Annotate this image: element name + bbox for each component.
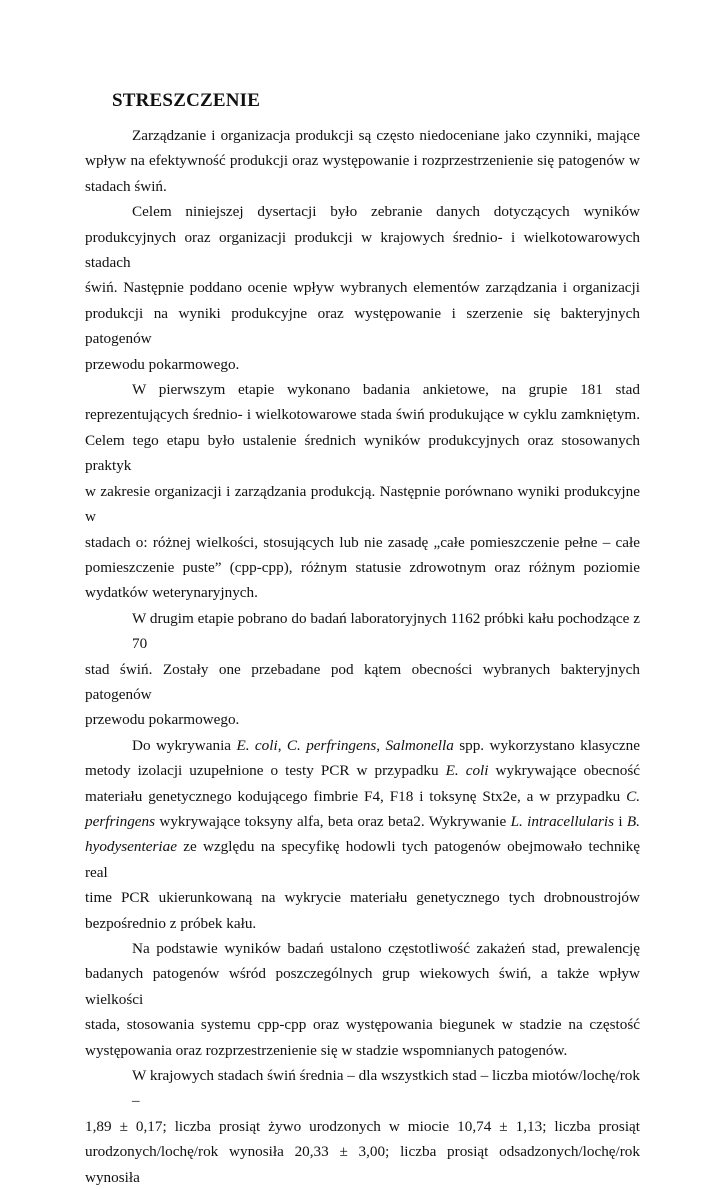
text-segment: przewodu pokarmowego. bbox=[85, 711, 240, 729]
text-line bbox=[85, 301, 640, 352]
text-line bbox=[85, 707, 640, 732]
paragraph bbox=[85, 936, 640, 1063]
text-segment: przewodu pokarmowego. bbox=[85, 355, 240, 373]
paragraph bbox=[85, 606, 640, 733]
text-line bbox=[85, 961, 640, 1012]
text-line bbox=[85, 148, 640, 173]
text-line bbox=[85, 758, 640, 783]
text-line bbox=[85, 911, 640, 936]
text-segment: wydatków weterynaryjnych. bbox=[85, 584, 258, 602]
paragraph bbox=[85, 1063, 640, 1190]
text-segment: Do wykrywania bbox=[132, 736, 237, 754]
text-segment: stadach świń. bbox=[85, 177, 167, 195]
text-line bbox=[85, 479, 640, 530]
italic-term: B. bbox=[626, 812, 640, 830]
text-segment: stadach o: różnej wielkości, stosujących lub nie zasadę „całe pomieszczenie pełne – całe bbox=[85, 533, 640, 551]
italic-term: L. intracellularis bbox=[510, 812, 615, 830]
italic-term: hyodysenteriae bbox=[85, 838, 177, 856]
text-segment: świń. Następnie poddano ocenie wpływ wybranych elementów zarządzania i organizacji bbox=[85, 279, 640, 297]
text-line bbox=[85, 555, 640, 580]
text-segment: w zakresie organizacji i zarządzania produkcją. Następnie porównano wyniki produkcyjne w bbox=[85, 482, 640, 526]
text-line bbox=[85, 1012, 640, 1037]
text-line bbox=[85, 275, 640, 300]
text-line bbox=[85, 199, 640, 224]
text-line bbox=[85, 1038, 640, 1063]
text-segment: , bbox=[277, 736, 287, 754]
text-segment: stad świń. Zostały one przebadane pod kątem obecności wybranych bakteryjnych patogenów bbox=[85, 660, 640, 703]
text-line bbox=[85, 784, 640, 809]
text-line bbox=[85, 174, 640, 199]
text-line bbox=[85, 1114, 640, 1139]
text-line bbox=[85, 809, 640, 834]
text-line bbox=[85, 936, 640, 961]
body-text bbox=[85, 123, 640, 1190]
text-segment: , bbox=[376, 736, 386, 754]
text-segment: urodzonych/lochę/rok wynosiła 20,33 ± 3,00; liczba prosiąt odsadzonych/lochę/rok wynosiła bbox=[85, 1143, 640, 1186]
italic-term: perfringens bbox=[85, 812, 156, 830]
italic-term: Salmonella bbox=[385, 736, 454, 754]
text-line bbox=[85, 885, 640, 910]
italic-term: E. coli bbox=[445, 762, 489, 780]
text-line bbox=[85, 530, 640, 555]
italic-term: C. bbox=[626, 787, 640, 805]
italic-term: C. perfringens bbox=[286, 736, 377, 754]
text-line bbox=[85, 1063, 640, 1114]
text-line bbox=[85, 657, 640, 708]
text-segment: Celem niniejszej dysertacji było zebranie danych dotyczących wyników bbox=[132, 203, 640, 221]
text-segment: produkcyjnych oraz organizacji produkcji w krajowych średnio- i wielkotowarowych stadach bbox=[85, 228, 640, 272]
text-line bbox=[85, 402, 640, 427]
text-segment: stada, stosowania systemu cpp-cpp oraz występowania biegunek w stadzie na częstość bbox=[85, 1016, 640, 1034]
text-segment: wpływ na efektywność produkcji oraz występowanie i rozprzestrzenienie się patogenów w bbox=[85, 152, 640, 170]
text-segment: 1,89 ± 0,17; liczba prosiąt żywo urodzonych w miocie 10,74 ± 1,13; liczba prosiąt bbox=[85, 1117, 640, 1135]
text-segment: ze względu na specyfikę hodowli tych patogenów obejmowało technikę real bbox=[85, 838, 640, 881]
text-segment: W krajowych stadach świń średnia – dla wszystkich stad – liczba miotów/lochę/rok – bbox=[132, 1067, 640, 1110]
paragraph bbox=[85, 123, 640, 199]
text-segment: występowania oraz rozprzestrzenienie się w stadzie wspomnianych patogenów. bbox=[85, 1041, 568, 1059]
text-segment: Na podstawie wyników badań ustalono częstotliwość zakażeń stad, prewalencję bbox=[132, 940, 640, 957]
text-segment: materiału genetycznego kodującego fimbrie F4, F18 i toksynę Stx2e, a w przypadku bbox=[85, 787, 627, 805]
text-segment: Zarządzanie i organizacja produkcji są często niedoceniane jako czynniki, mające bbox=[132, 127, 640, 144]
text-segment: reprezentujących średnio- i wielkotowarowe stada świń produkujące w cyklu zamkniętym. bbox=[85, 406, 640, 424]
section-heading: STRESZCZENIE bbox=[112, 90, 261, 111]
paragraph bbox=[85, 377, 640, 606]
text-line bbox=[85, 352, 640, 377]
text-line bbox=[85, 606, 640, 657]
text-segment: metody izolacji uzupełnione o testy PCR w przypadku bbox=[85, 762, 446, 780]
text-segment: W pierwszym etapie wykonano badania ankietowe, na grupie 181 stad bbox=[132, 381, 640, 399]
text-segment: pomieszczenie puste” (cpp-cpp), różnym statusie zdrowotnym oraz różnym poziomie bbox=[85, 558, 640, 576]
text-line bbox=[85, 1139, 640, 1190]
italic-term: E. coli bbox=[236, 736, 278, 754]
text-line bbox=[85, 428, 640, 479]
text-segment: i bbox=[614, 812, 627, 830]
text-segment: spp. wykorzystano klasyczne bbox=[453, 736, 640, 754]
text-segment: bezpośrednio z próbek kału. bbox=[85, 914, 257, 932]
text-segment: Celem tego etapu było ustalenie średnich wyników produkcyjnych oraz stosowanych praktyk bbox=[85, 431, 640, 475]
text-segment: produkcji na wyniki produkcyjne oraz występowanie i szerzenie się bakteryjnych patogenów bbox=[85, 304, 640, 348]
text-segment: wykrywające obecność bbox=[488, 762, 641, 780]
text-line bbox=[85, 225, 640, 276]
text-line bbox=[85, 834, 640, 885]
text-line bbox=[85, 733, 640, 758]
text-line bbox=[85, 580, 640, 605]
text-line bbox=[85, 123, 640, 148]
text-segment: wykrywające toksyny alfa, beta oraz beta2. Wykrywanie bbox=[155, 812, 511, 830]
paragraph bbox=[85, 733, 640, 936]
text-segment: time PCR ukierunkowaną na wykrycie materiału genetycznego tych drobnoustrojów bbox=[85, 889, 640, 907]
text-segment: badanych patogenów wśród poszczególnych grup wiekowych świń, a także wpływ wielkości bbox=[85, 965, 640, 1008]
paragraph bbox=[85, 199, 640, 377]
text-line bbox=[85, 377, 640, 402]
text-segment: W drugim etapie pobrano do badań laboratoryjnych 1162 próbki kału pochodzące z 70 bbox=[132, 609, 640, 653]
